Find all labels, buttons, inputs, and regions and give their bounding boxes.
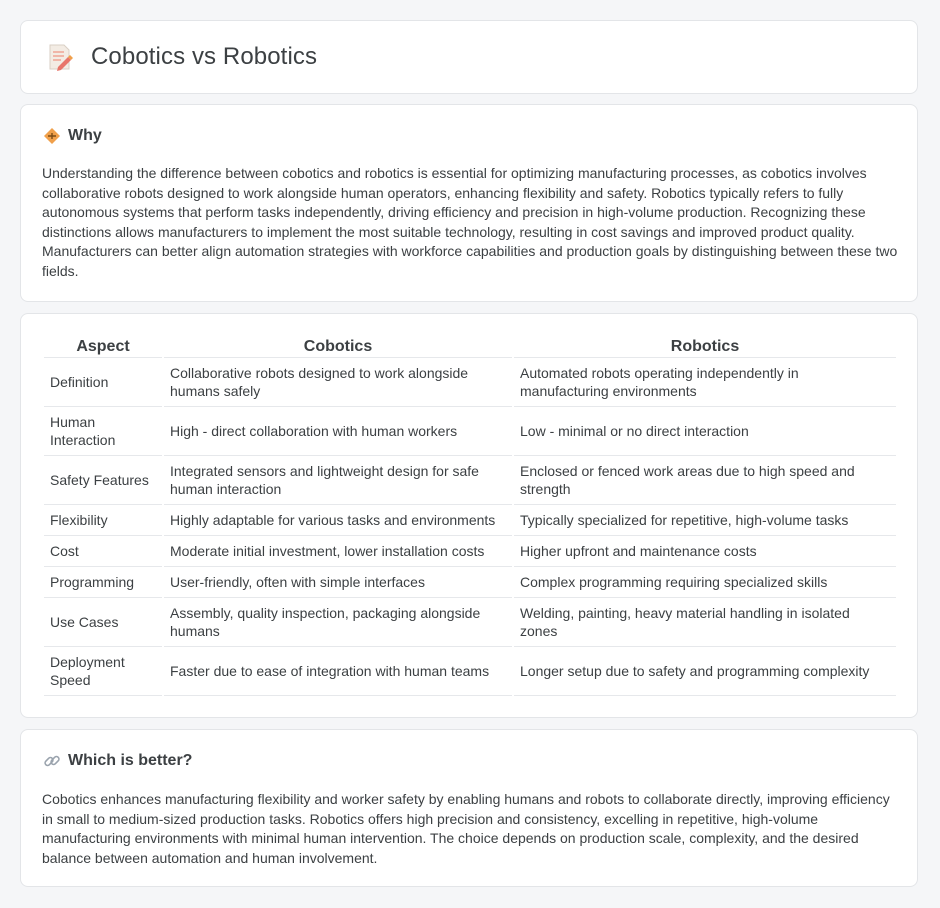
row-cobotics: Assembly, quality inspection, packaging alongside humans — [164, 598, 512, 647]
row-cobotics: High - direct collaboration with human workers — [164, 407, 512, 456]
comparison-section — [20, 313, 918, 718]
why-heading: Why — [68, 127, 102, 144]
row-aspect: Definition — [44, 358, 162, 407]
row-robotics: Higher upfront and maintenance costs — [514, 536, 896, 567]
row-cobotics: User-friendly, often with simple interfaces — [164, 567, 512, 598]
diamond-sign-icon — [43, 127, 61, 145]
table-row — [44, 536, 896, 567]
table-row — [44, 456, 896, 505]
header-cobotics: Cobotics — [164, 336, 512, 358]
row-aspect: Flexibility — [44, 505, 162, 536]
row-robotics: Automated robots operating independently in manufacturing environments — [514, 358, 896, 407]
title-card — [20, 20, 918, 94]
table-row — [44, 407, 896, 456]
row-robotics: Typically specialized for repetitive, high-volume tasks — [514, 505, 896, 536]
better-heading: Which is better? — [68, 752, 193, 769]
page-title: Cobotics vs Robotics — [91, 43, 318, 70]
row-cobotics: Integrated sensors and lightweight design for safe human interaction — [164, 456, 512, 505]
row-aspect: Human Interaction — [44, 407, 162, 456]
which-is-better-section — [20, 729, 918, 887]
row-aspect: Cost — [44, 536, 162, 567]
why-header — [43, 127, 102, 145]
row-robotics: Complex programming requiring specialized skills — [514, 567, 896, 598]
row-aspect: Programming — [44, 567, 162, 598]
table-row — [44, 598, 896, 647]
document-pencil-icon — [45, 42, 75, 72]
link-icon — [43, 752, 61, 770]
row-robotics: Enclosed or fenced work areas due to high speed and strength — [514, 456, 896, 505]
row-aspect: Use Cases — [44, 598, 162, 647]
table-row — [44, 647, 896, 696]
table-row — [44, 358, 896, 407]
row-robotics: Welding, painting, heavy material handling in isolated zones — [514, 598, 896, 647]
why-section — [20, 104, 918, 302]
row-cobotics: Faster due to ease of integration with human teams — [164, 647, 512, 696]
row-aspect: Safety Features — [44, 456, 162, 505]
row-cobotics: Collaborative robots designed to work alongside humans safely — [164, 358, 512, 407]
table-row — [44, 567, 896, 598]
comparison-table — [42, 336, 898, 696]
row-cobotics: Highly adaptable for various tasks and environments — [164, 505, 512, 536]
page-header — [45, 42, 317, 72]
row-robotics: Low - minimal or no direct interaction — [514, 407, 896, 456]
header-aspect: Aspect — [44, 336, 162, 358]
table-row — [44, 505, 896, 536]
header-robotics: Robotics — [514, 336, 896, 358]
table-header-row — [44, 336, 896, 358]
row-robotics: Longer setup due to safety and programming complexity — [514, 647, 896, 696]
why-paragraph: Understanding the difference between cobotics and robotics is essential for optimizing manufacturing processes, as cobotics involves collaborative robots designed to work alongside human operators, enhancing flexibility and safety. Robotics typically refers to fully autonomous systems that perform tasks independently, driving efficiency and precision in high-volume production. Recognizing these distinctions allows manufacturers to implement the most suitable technology, resulting in cost savings and improved product quality. Manufacturers can better align automation strategies with workforce capabilities and production goals by distinguishing between these two fields. — [42, 165, 898, 279]
better-paragraph: Cobotics enhances manufacturing flexibility and worker safety by enabling humans and robots to collaborate directly, improving efficiency in small to medium-sized production tasks. Robotics offers high precision and consistency, excelling in repetitive, high-volume manufacturing environments with minimal human intervention. The choice depends on production scale, complexity, and the desired balance between automation and human involvement. — [42, 791, 890, 866]
row-aspect: Deployment Speed — [44, 647, 162, 696]
better-header — [43, 752, 192, 770]
row-cobotics: Moderate initial investment, lower installation costs — [164, 536, 512, 567]
